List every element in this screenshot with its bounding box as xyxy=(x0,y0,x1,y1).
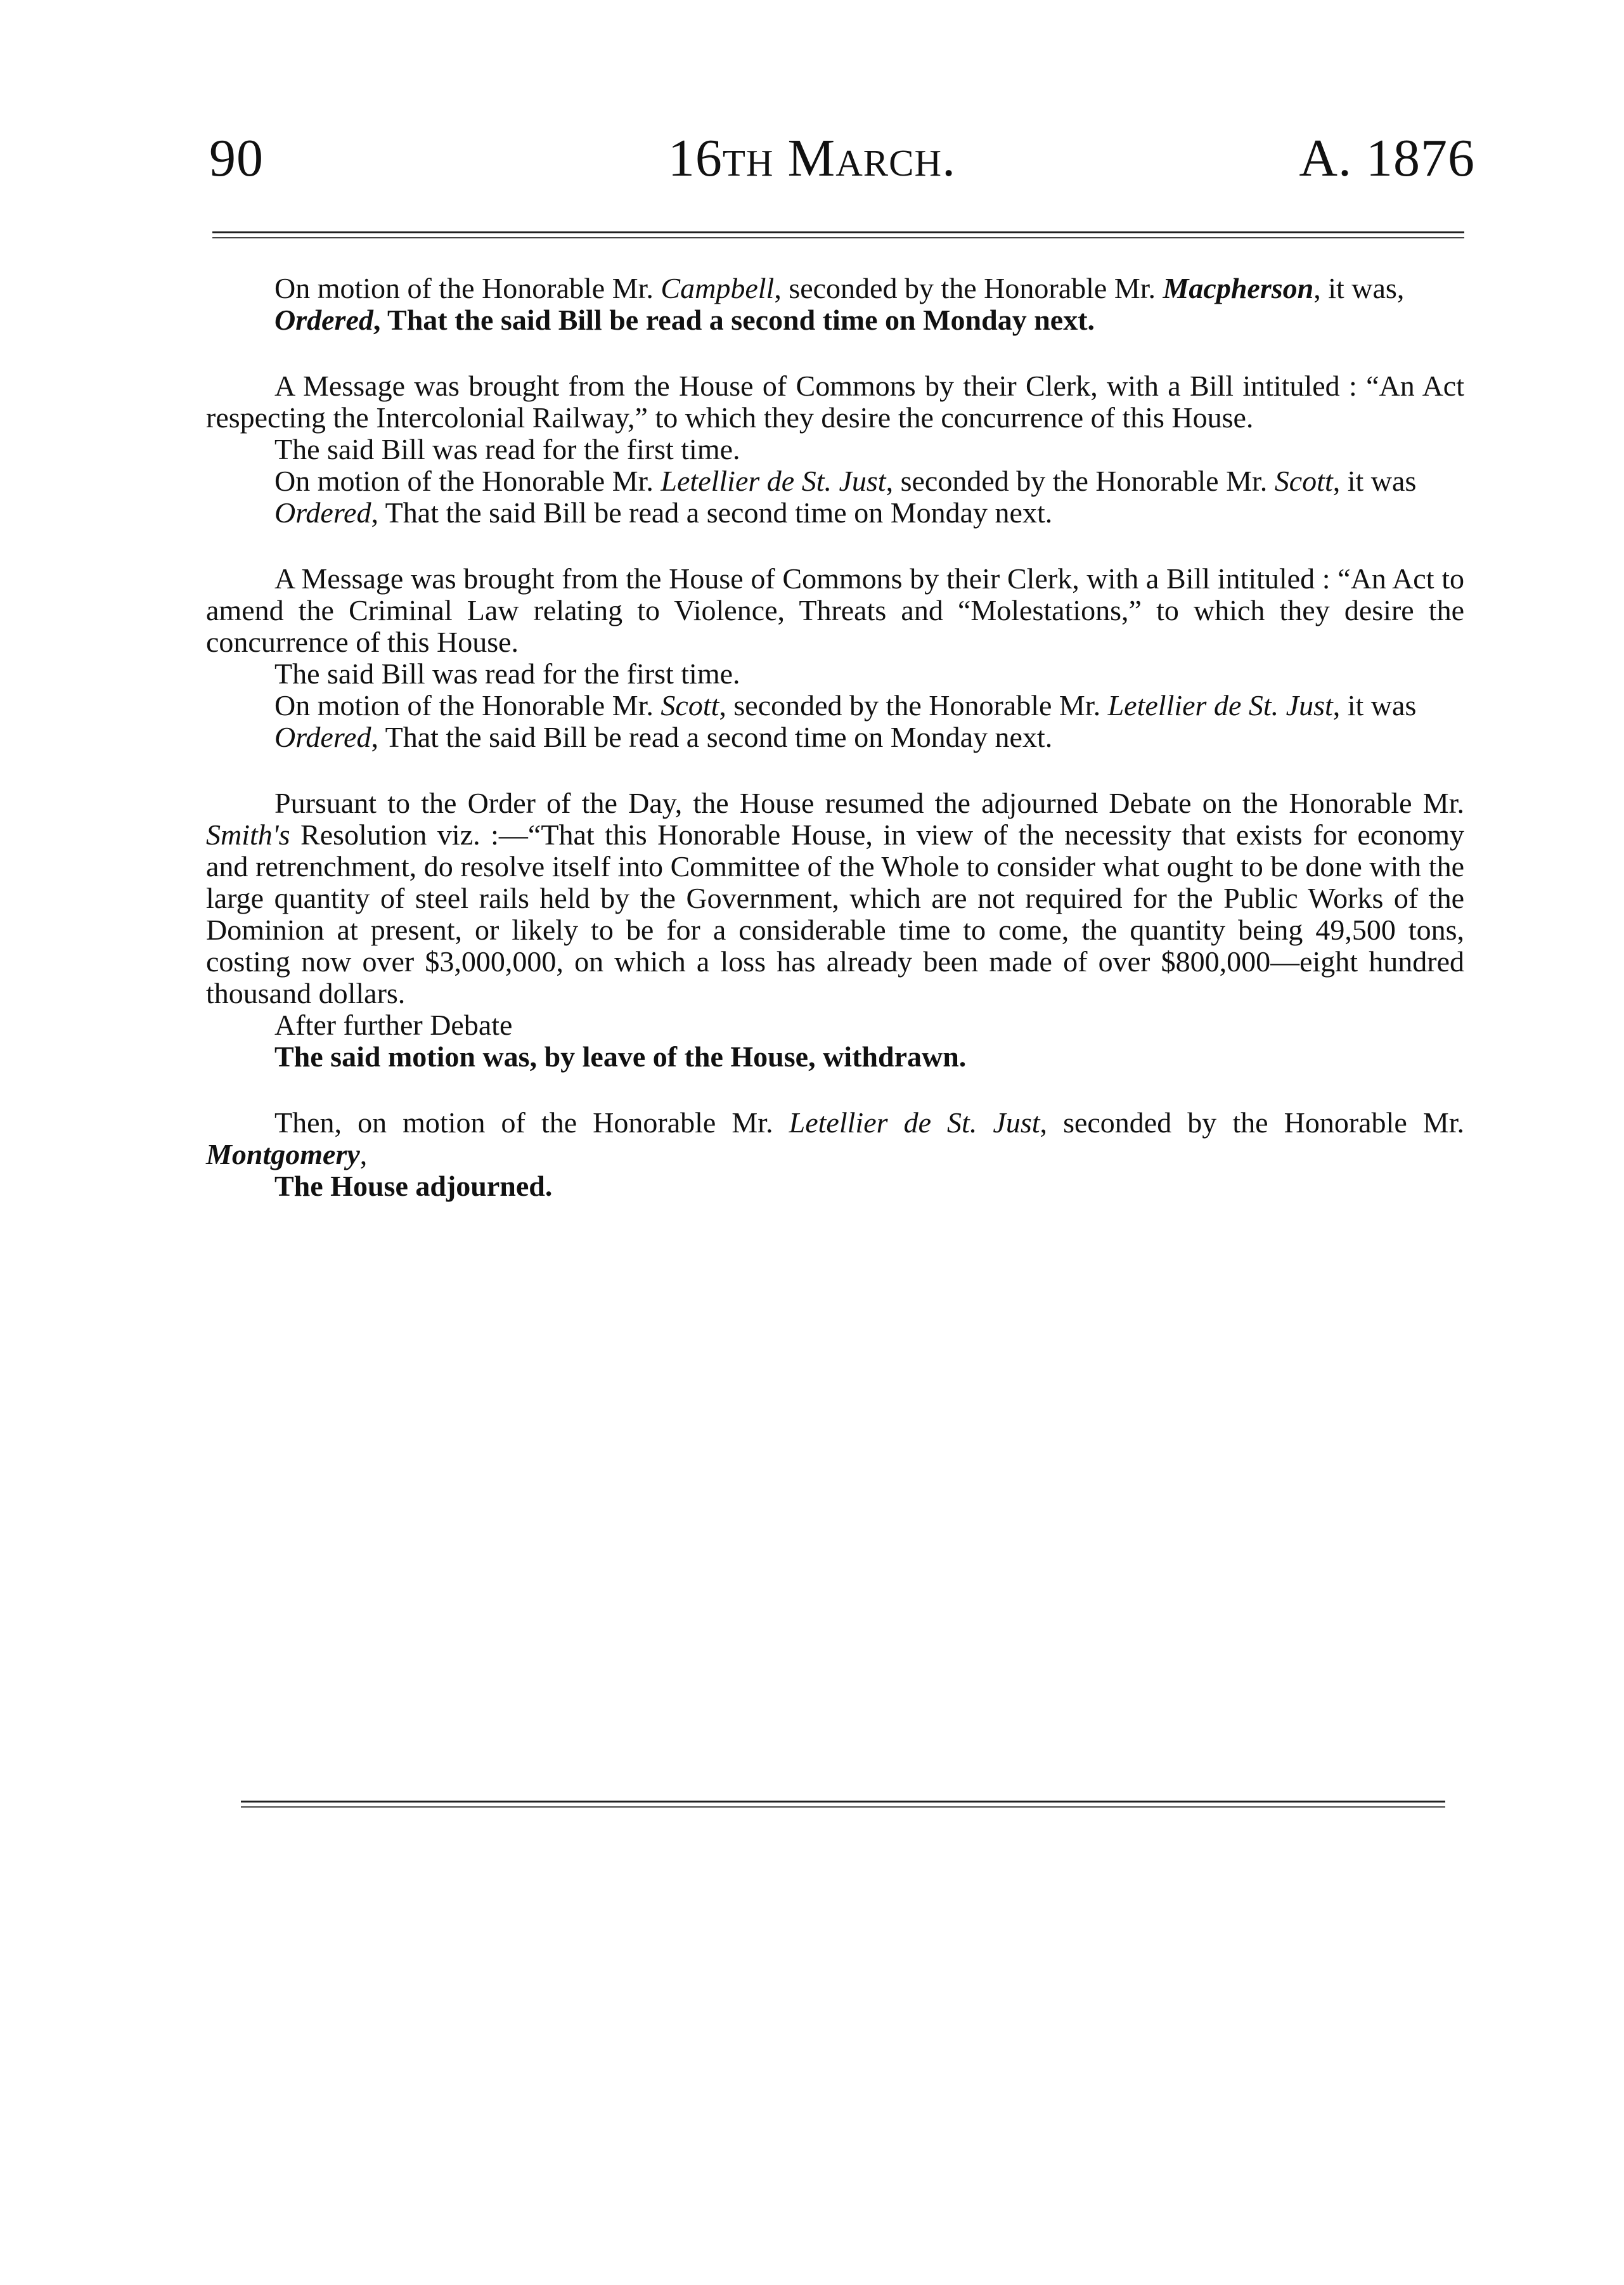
page-number: 90 xyxy=(209,129,264,188)
motion-line: On motion of the Honorable Mr. Campbell, seconded by the Honorable Mr. Macpherson, it was, xyxy=(274,272,1405,304)
motion-line: On motion of the Honorable Mr. Letellier de St. Just, seconded by the Honorable Mr. Scott, it was xyxy=(274,465,1417,497)
page-header xyxy=(0,0,1624,228)
document-body xyxy=(206,273,1464,1202)
footer-rule xyxy=(241,1801,1445,1808)
debate-line: After further Debate xyxy=(274,1009,513,1041)
resolution-line: Pursuant to the Order of the Day, the House resumed the adjourned Debate on the Honorable Mr. Smith's Resolution viz. :—“That this Honorable House, in view of the necessity that exists for economy and retrenchment, do resolve itself into Committee of the Whole to consider what ought to be done with the large quantity of steel rails held by the Government, which are not required for the Public Works of the Dominion at present, or likely to be for a considerable time to come, the quantity being 49,500 tons, costing now over $3,000,000, on which a loss has already been made of over $800,000—eight hundred thousand dollars. xyxy=(206,787,1464,1009)
message-line: A Message was brought from the House of Commons by their Clerk, with a Bill intituled : “An Act to amend the Criminal Law relating to Violence, Threats and “Molestations,” to which they desire the concurrence of this House. xyxy=(206,562,1464,658)
motion-line: Then, on motion of the Honorable Mr. Letellier de St. Just, seconded by the Honorable Mr. Montgomery, xyxy=(206,1106,1464,1170)
page-date: 16th March. xyxy=(667,129,957,188)
header-rule xyxy=(212,231,1464,238)
ordered-line: Ordered, That the said Bill be read a second time on Monday next. xyxy=(274,496,1053,529)
adjournment-group xyxy=(206,1107,1464,1202)
withdrawn-line: The said motion was, by leave of the House, withdrawn. xyxy=(274,1040,967,1073)
ordered-line: Ordered, That the said Bill be read a second time on Monday next. xyxy=(274,304,1095,336)
motion-line: On motion of the Honorable Mr. Scott, seconded by the Honorable Mr. Letellier de St. Just, it was xyxy=(274,689,1417,722)
debate-resolution-group xyxy=(206,787,1464,1073)
ordered-line: Ordered, That the said Bill be read a second time on Monday next. xyxy=(274,721,1053,753)
message-line: A Message was brought from the House of Commons by their Clerk, with a Bill intituled : “An Act respecting the Intercolonial Railway,” to which they desire the concurrence of this House. xyxy=(206,370,1464,434)
first-reading-line: The said Bill was read for the first time. xyxy=(274,433,740,465)
message-intercolonial-group xyxy=(206,370,1464,529)
page-year: A. 1876 xyxy=(1299,129,1475,188)
motion-campbell-group xyxy=(206,273,1464,336)
first-reading-line: The said Bill was read for the first time. xyxy=(274,657,740,690)
adjourned-line: The House adjourned. xyxy=(274,1170,553,1202)
message-criminal-law-group xyxy=(206,563,1464,753)
